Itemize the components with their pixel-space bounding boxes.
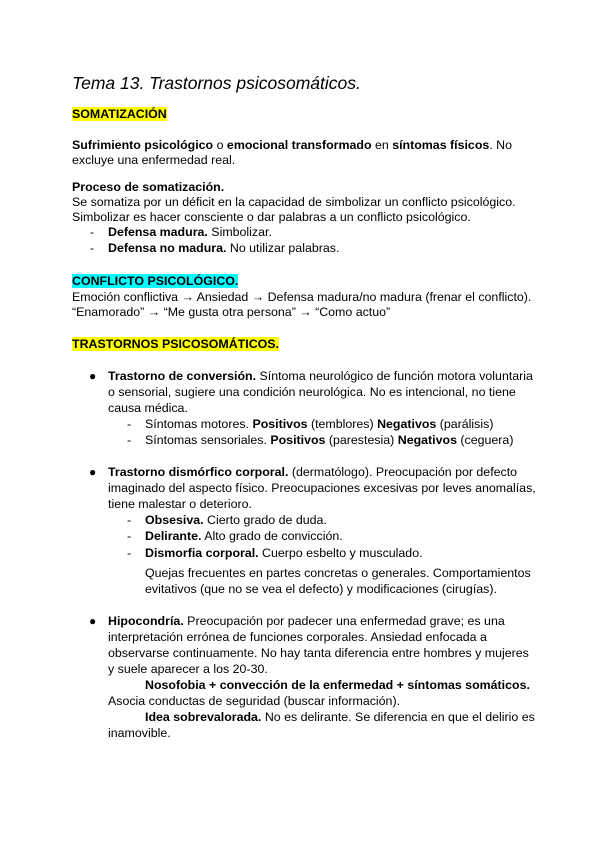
sub-bold: Positivos	[270, 433, 326, 447]
nosofobia-bold: Nosofobia + convección de la enfermedad + síntomas somáticos.	[145, 678, 530, 692]
hipocondria-idea	[145, 710, 535, 725]
proceso-line1: Se somatiza por un déficit en la capacidad de simbolizar un conflicto psicológico.	[72, 195, 516, 209]
def-bold-1: Sufrimiento psicológico	[72, 138, 214, 152]
def-bold-3: emocional transformado	[226, 138, 372, 152]
somatizacion-heading: SOMATIZACIÓN	[72, 107, 167, 121]
conversion-sub-motores	[145, 417, 493, 432]
sub-text: Cuerpo esbelto y musculado.	[258, 546, 423, 560]
conflicto-heading: CONFLICTO PSICOLÓGICO.	[72, 274, 239, 288]
hipocondria-line1	[108, 614, 505, 629]
sub-text: Síntomas motores.	[145, 417, 253, 431]
sub-text: (ceguera)	[456, 433, 514, 447]
sub-bold: Obsesiva.	[145, 513, 204, 527]
idea-text: No es delirante. Se diferencia en que el delirio es	[261, 710, 535, 724]
sub-bold: Negativos	[397, 433, 457, 447]
dash-marker: -	[127, 433, 132, 447]
item-text: No utilizar palabras.	[226, 241, 340, 255]
page-title: Tema 13. Trastornos psicosomáticos.	[72, 73, 361, 93]
dismorfico-sub-delirante	[145, 529, 343, 544]
dismorfico-sub-obsesiva	[145, 513, 327, 528]
def-text-2: o	[213, 138, 227, 152]
conflicto-line2: “Enamorado” → “Me gusta otra persona” → “Como actuo”	[72, 305, 391, 319]
dash-marker: -	[127, 417, 132, 431]
item-text: Simbolizar.	[207, 225, 272, 239]
conversion-line2: o sensorial, sugiere una condición neurológica. No es intencional, no tiene	[108, 385, 516, 399]
conversion-line1	[108, 369, 533, 384]
hipocondria-title: Hipocondría.	[108, 614, 184, 628]
sub-text: Síntomas sensoriales.	[145, 433, 271, 447]
dash-marker: -	[127, 529, 132, 543]
section-heading-trastornos	[72, 337, 279, 352]
section-heading-conflicto	[72, 274, 238, 289]
dismorfico-title: Trastorno dismórfico corporal.	[108, 465, 289, 479]
dash-marker: -	[90, 241, 95, 255]
proceso-heading-text: Proceso de somatización.	[72, 180, 225, 194]
trastornos-heading: TRASTORNOS PSICOSOMÁTICOS.	[72, 337, 279, 351]
def-text-4: en	[371, 138, 393, 152]
dismorfico-line2: imaginado del aspecto físico. Preocupaciones excesivas por leves anomalías,	[108, 481, 536, 495]
hipocondria-asocia: Asocia conductas de seguridad (buscar información).	[108, 694, 401, 708]
dash-marker: -	[90, 225, 95, 239]
dismorfico-text: (dermatólogo). Preocupación por defecto	[288, 465, 518, 479]
sub-text: (temblores)	[307, 417, 378, 431]
hipocondria-text: Preocupación por padecer una enfermedad grave; es una	[183, 614, 505, 628]
bullet-marker: ●	[89, 465, 97, 479]
hipocondria-line2: interpretación errónea de funciones corporales. Ansiedad enfocada a	[108, 630, 487, 644]
somatizacion-definition-line1	[72, 138, 512, 153]
hipocondria-line4: y suele aparecer a los 20-30.	[108, 662, 268, 676]
dash-marker: -	[127, 513, 132, 527]
list-item-defensa-madura	[108, 225, 272, 240]
list-item-defensa-no-madura	[108, 241, 339, 256]
dismorfico-line1	[108, 465, 517, 480]
dismorfico-note1: Quejas frecuentes en partes concretas o generales. Comportamientos	[145, 566, 531, 580]
sub-bold: Delirante.	[145, 529, 202, 543]
conversion-text: Síntoma neurológico de función motora voluntaria	[256, 369, 533, 383]
bullet-marker: ●	[89, 369, 97, 383]
item-bold: Defensa no madura.	[108, 241, 227, 255]
proceso-heading	[72, 180, 224, 195]
conversion-line3: causa médica.	[108, 401, 188, 415]
conflicto-line1: Emoción conflictiva → Ansiedad → Defensa madura/no madura (frenar el conflicto).	[72, 290, 532, 304]
dismorfico-sub-dismorfia	[145, 546, 423, 561]
dismorfico-line3: tiene malestar o deterioro.	[108, 497, 252, 511]
somatizacion-definition-line2: excluye una enfermedad real.	[72, 153, 236, 167]
sub-text: Cierto grado de duda.	[203, 513, 327, 527]
dash-marker: -	[127, 546, 132, 560]
proceso-line2: Simbolizar es hacer consciente o dar palabras a un conflicto psicológico.	[72, 210, 471, 224]
section-heading-somatizacion	[72, 107, 167, 122]
def-text-6: . No	[489, 138, 513, 152]
sub-text: Alto grado de convicción.	[201, 529, 343, 543]
conversion-title: Trastorno de conversión.	[108, 369, 257, 383]
def-bold-5: síntomas físicos	[392, 138, 490, 152]
dismorfico-note2: evitativos (que no se vea el defecto) y modificaciones (cirugías).	[145, 582, 497, 596]
hipocondria-nosofobia	[145, 678, 530, 693]
hipocondria-idea-line2: inamovible.	[108, 726, 171, 740]
hipocondria-line3: observarse continuamente. No hay tanta diferencia entre hombres y mujeres	[108, 646, 529, 660]
sub-text: (parálisis)	[436, 417, 494, 431]
bullet-marker: ●	[89, 614, 97, 628]
idea-bold: Idea sobrevalorada.	[145, 710, 262, 724]
sub-bold: Negativos	[377, 417, 437, 431]
sub-bold: Dismorfia corporal.	[145, 546, 259, 560]
sub-bold: Positivos	[252, 417, 308, 431]
conversion-sub-sensoriales	[145, 433, 513, 448]
item-bold: Defensa madura.	[108, 225, 208, 239]
sub-text: (parestesia)	[325, 433, 398, 447]
